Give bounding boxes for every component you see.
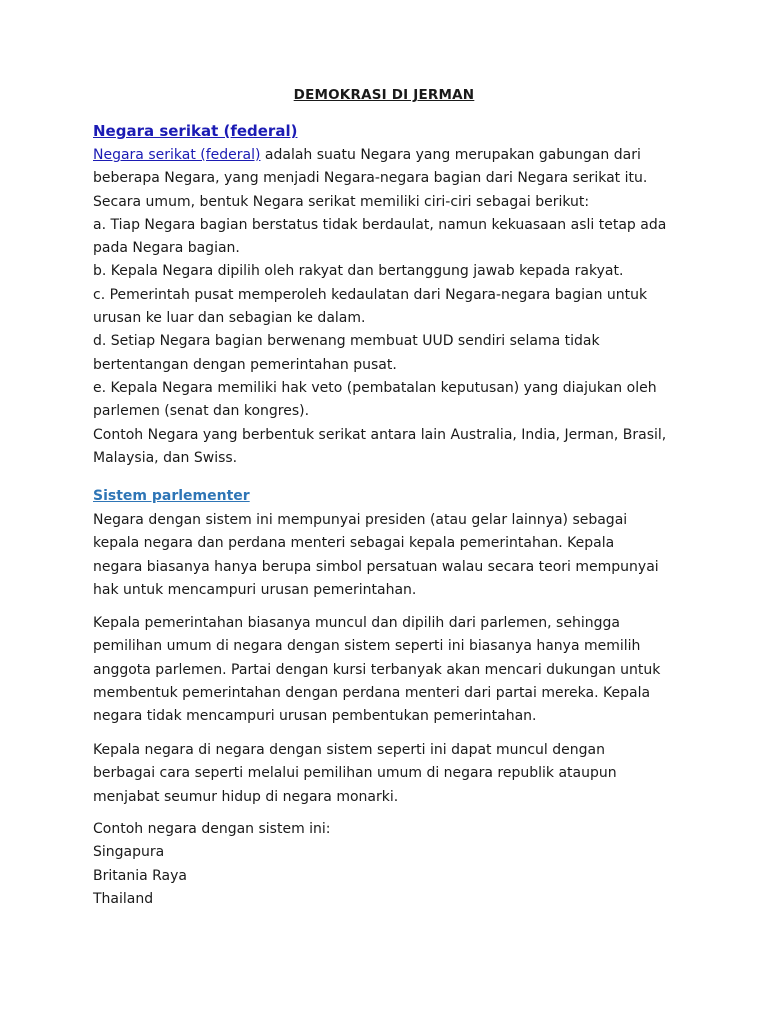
parlementer-examples — [93, 818, 693, 911]
body-line: Contoh negara dengan sistem ini: — [93, 821, 331, 837]
section-federal-body — [93, 144, 693, 470]
parlementer-paragraph-1 — [93, 509, 693, 602]
body-line: Kepala negara di negara dengan sistem seperti ini dapat muncul dengan — [93, 742, 605, 758]
body-line: menjabat seumur hidup di negara monarki. — [93, 788, 399, 805]
body-line: pada Negara bagian. — [93, 240, 240, 257]
intro-text: adalah suatu Negara yang merupakan gabungan dari — [260, 147, 641, 163]
body-line: membentuk pemerintahan dengan perdana menteri dari partai mereka. Kepala — [93, 684, 651, 701]
body-line: berbagai cara seperti melalui pemilihan umum di negara republik ataupun — [93, 765, 617, 782]
body-line: urusan ke luar dan sebagian ke dalam. — [93, 310, 366, 327]
list-item: Thailand — [93, 890, 154, 907]
body-line: Negara dengan sistem ini mempunyai presiden (atau gelar lainnya) sebagai — [93, 512, 628, 528]
body-line: bertentangan dengan pemerintahan pusat. — [93, 356, 397, 373]
list-item: Singapura — [93, 844, 165, 861]
list-item: Britania Raya — [93, 867, 187, 884]
body-line: c. Pemerintah pusat memperoleh kedaulatan dari Negara-negara bagian untuk — [93, 286, 648, 303]
body-line: kepala negara dan perdana menteri sebagai kepala pemerintahan. Kepala — [93, 535, 615, 552]
parlementer-paragraph-3 — [93, 739, 693, 809]
body-line: negara tidak mencampuri urusan pembentukan pemerintahan. — [93, 708, 537, 725]
body-line: Malaysia, dan Swiss. — [93, 449, 238, 466]
body-line: negara biasanya hanya berupa simbol persatuan walau secara teori mempunyai — [93, 558, 659, 575]
section-heading-federal[interactable]: Negara serikat (federal) — [93, 122, 298, 140]
body-line: parlemen (senat dan kongres). — [93, 403, 310, 420]
body-line: e. Kepala Negara memiliki hak veto (pembatalan keputusan) yang diajukan oleh — [93, 379, 657, 396]
section-heading-parlementer[interactable]: Sistem parlementer — [93, 488, 250, 504]
body-line: Kepala pemerintahan biasanya muncul dan dipilih dari parlemen, sehingga — [93, 615, 620, 631]
body-line: beberapa Negara, yang menjadi Negara-negara bagian dari Negara serikat itu. — [93, 170, 648, 187]
body-line: a. Tiap Negara bagian berstatus tidak berdaulat, namun kekuasaan asli tetap ada — [93, 216, 667, 233]
body-line: pemilihan umum di negara dengan sistem seperti ini biasanya hanya memilih — [93, 638, 641, 655]
document-title: DEMOKRASI DI JERMAN — [293, 87, 475, 103]
body-line: anggota parlemen. Partai dengan kursi terbanyak akan mencari dukungan untuk — [93, 661, 661, 678]
federal-link[interactable]: Negara serikat (federal) — [93, 147, 261, 163]
body-line: Secara umum, bentuk Negara serikat memiliki ciri-ciri sebagai berikut: — [93, 193, 590, 210]
body-line: hak untuk mencampuri urusan pemerintahan. — [93, 581, 417, 598]
body-line: d. Setiap Negara bagian berwenang membuat UUD sendiri selama tidak — [93, 333, 600, 350]
body-line — [93, 144, 693, 167]
body-line: Contoh Negara yang berbentuk serikat antara lain Australia, India, Jerman, Brasil, — [93, 426, 667, 443]
body-line: b. Kepala Negara dipilih oleh rakyat dan bertanggung jawab kepada rakyat. — [93, 263, 624, 280]
parlementer-paragraph-2 — [93, 612, 693, 728]
